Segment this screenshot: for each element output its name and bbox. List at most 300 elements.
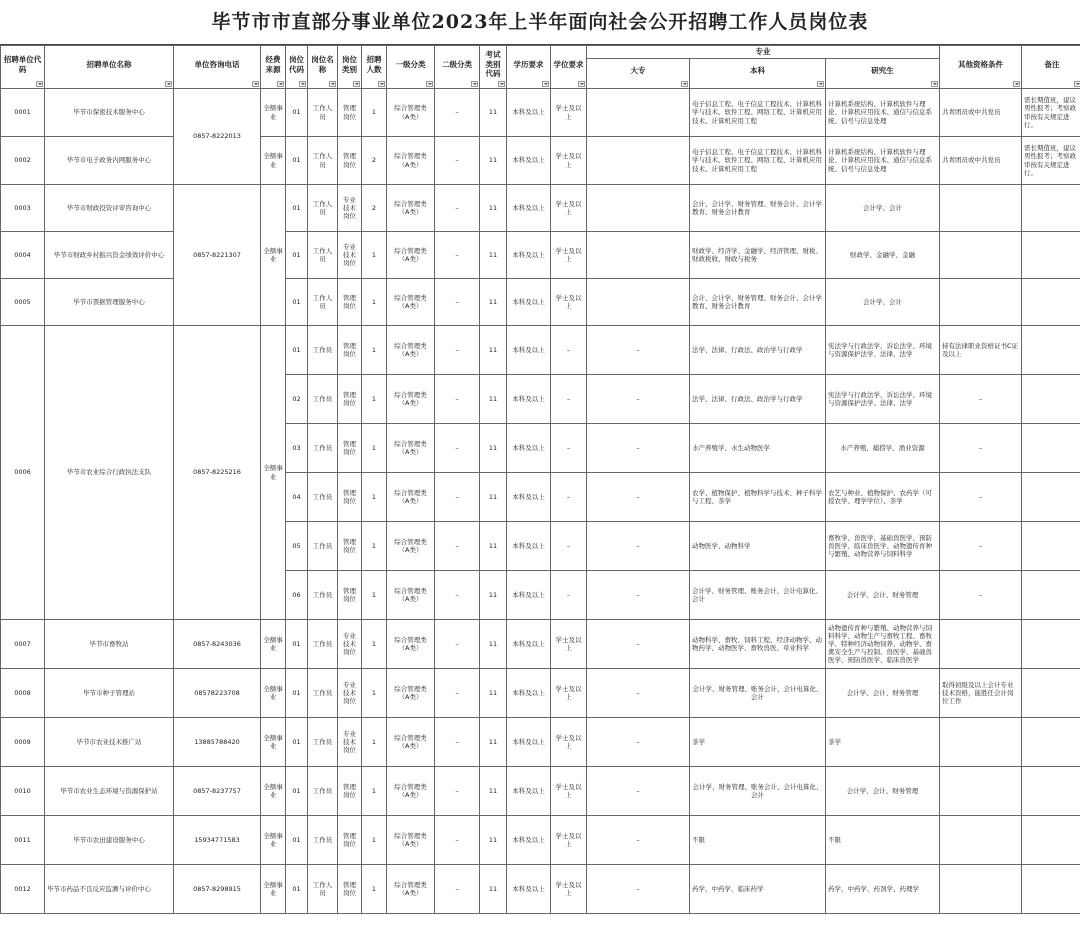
cell-cat1[interactable]: 综合管理类（A类）: [387, 865, 435, 914]
cell-count[interactable]: 1: [362, 375, 387, 424]
cell-cat1[interactable]: 综合管理类（A类）: [387, 473, 435, 522]
cell-major-yanjiu[interactable]: 会计学、会计、财务管理: [826, 571, 940, 620]
table-row[interactable]: [1, 232, 1080, 279]
cell-funding[interactable]: 全额事业: [261, 767, 286, 816]
cell-exam-code[interactable]: 11: [480, 473, 507, 522]
cell-remark[interactable]: [1022, 326, 1080, 375]
cell-major-dazhuan[interactable]: [587, 279, 690, 326]
cell-post-code[interactable]: 05: [286, 522, 308, 571]
cell-exam-code[interactable]: 11: [480, 279, 507, 326]
filter-dropdown-icon[interactable]: [426, 81, 433, 87]
cell-major-yanjiu[interactable]: 财政学、金融学、金融: [826, 232, 940, 279]
cell-post-code[interactable]: 01: [286, 232, 308, 279]
cell-post-code[interactable]: 01: [286, 185, 308, 232]
cell-post-type[interactable]: 专业技术岗位: [338, 669, 362, 718]
cell-other[interactable]: 共青团员或中共党员: [940, 137, 1022, 185]
table-row[interactable]: [1, 816, 1080, 865]
cell-other[interactable]: –: [940, 473, 1022, 522]
cell-post-name[interactable]: 工作员: [308, 620, 338, 669]
table-row[interactable]: [1, 279, 1080, 326]
cell-exam-code[interactable]: 11: [480, 424, 507, 473]
cell-cat1[interactable]: 综合管理类（A类）: [387, 137, 435, 185]
cell-major-dazhuan[interactable]: [587, 137, 690, 185]
cell-cat2[interactable]: –: [435, 816, 480, 865]
cell-post-type[interactable]: 管理岗位: [338, 279, 362, 326]
cell-remark[interactable]: [1022, 232, 1080, 279]
cell-major-benke[interactable]: 电子信息工程、电子信息工程技术、计算机科学与技术、软件工程、网络工程、计算机应用技术、计算机应用工程: [690, 137, 826, 185]
cell-major-yanjiu[interactable]: 宪法学与行政法学、诉讼法学、环境与资源保护法学、法律、法学: [826, 375, 940, 424]
cell-major-dazhuan[interactable]: –: [587, 375, 690, 424]
filter-dropdown-icon[interactable]: [1013, 81, 1020, 87]
cell-post-name[interactable]: 工作人员: [308, 232, 338, 279]
cell-phone[interactable]: 13885788420: [174, 718, 261, 767]
cell-major-benke[interactable]: 农学、植物保护、植物科学与技术、种子科学与工程、茶学: [690, 473, 826, 522]
cell-post-name[interactable]: 工作员: [308, 718, 338, 767]
cell-count[interactable]: 1: [362, 767, 387, 816]
cell-post-type[interactable]: 专业技术岗位: [338, 232, 362, 279]
cell-count[interactable]: 1: [362, 279, 387, 326]
header-major-dazhuan[interactable]: 大专: [587, 59, 690, 89]
cell-count[interactable]: 1: [362, 326, 387, 375]
cell-post-code[interactable]: 01: [286, 865, 308, 914]
cell-remark[interactable]: [1022, 865, 1080, 914]
cell-cat2[interactable]: –: [435, 571, 480, 620]
cell-edu[interactable]: 本科及以上: [507, 522, 551, 571]
cell-cat2[interactable]: –: [435, 865, 480, 914]
cell-other[interactable]: [940, 620, 1022, 669]
cell-degree[interactable]: 学士及以上: [551, 137, 587, 185]
cell-count[interactable]: 2: [362, 137, 387, 185]
cell-cat2[interactable]: –: [435, 424, 480, 473]
cell-cat2[interactable]: –: [435, 669, 480, 718]
header-post-type[interactable]: 岗位类别: [338, 46, 362, 89]
cell-exam-code[interactable]: 11: [480, 137, 507, 185]
cell-other[interactable]: –: [940, 571, 1022, 620]
cell-unit-code[interactable]: 0001: [1, 89, 45, 137]
cell-remark[interactable]: [1022, 767, 1080, 816]
cell-cat2[interactable]: –: [435, 89, 480, 137]
cell-cat1[interactable]: 综合管理类（A类）: [387, 718, 435, 767]
cell-major-benke[interactable]: 会计学、财务管理、账务会计、会计电算化、会计: [690, 571, 826, 620]
cell-major-benke[interactable]: 财政学、经济学、金融学、经济管理、财税、财政税收、财政与税务: [690, 232, 826, 279]
cell-major-benke[interactable]: 法学、法律、行政法、政治学与行政学: [690, 375, 826, 424]
cell-degree[interactable]: –: [551, 473, 587, 522]
cell-post-code[interactable]: 01: [286, 279, 308, 326]
cell-cat1[interactable]: 综合管理类（A类）: [387, 816, 435, 865]
cell-unit-name[interactable]: 毕节市药品不良反应监测与评价中心: [45, 865, 174, 914]
cell-degree[interactable]: 学士及以上: [551, 767, 587, 816]
cell-remark[interactable]: [1022, 620, 1080, 669]
cell-remark[interactable]: 需长期值班，建议男性报考；考察政审按有关规定进行。: [1022, 137, 1080, 185]
cell-count[interactable]: 1: [362, 571, 387, 620]
cell-post-code[interactable]: 03: [286, 424, 308, 473]
cell-exam-code[interactable]: 11: [480, 232, 507, 279]
cell-degree[interactable]: 学士及以上: [551, 185, 587, 232]
cell-other[interactable]: [940, 865, 1022, 914]
cell-post-type[interactable]: 管理岗位: [338, 767, 362, 816]
cell-funding[interactable]: 全额事业: [261, 669, 286, 718]
cell-edu[interactable]: 本科及以上: [507, 375, 551, 424]
cell-cat1[interactable]: 综合管理类（A类）: [387, 326, 435, 375]
cell-major-benke[interactable]: 会计、会计学、财务管理、财务会计、会计学教育、财务会计教育: [690, 279, 826, 326]
cell-remark[interactable]: [1022, 571, 1080, 620]
cell-cat2[interactable]: –: [435, 375, 480, 424]
cell-phone[interactable]: 15934771583: [174, 816, 261, 865]
cell-post-code[interactable]: 01: [286, 718, 308, 767]
cell-major-yanjiu[interactable]: 药学、中药学、药剂学、药理学: [826, 865, 940, 914]
cell-major-dazhuan[interactable]: –: [587, 571, 690, 620]
cell-post-name[interactable]: 工作员: [308, 571, 338, 620]
cell-edu[interactable]: 本科及以上: [507, 424, 551, 473]
cell-edu[interactable]: 本科及以上: [507, 473, 551, 522]
table-row[interactable]: [1, 89, 1080, 137]
header-unit-code[interactable]: 招聘单位代码: [1, 46, 45, 89]
filter-dropdown-icon[interactable]: [252, 81, 259, 87]
cell-major-benke[interactable]: 会计学、财务管理、账务会计、会计电算化、会计: [690, 669, 826, 718]
cell-post-code[interactable]: 01: [286, 767, 308, 816]
table-row[interactable]: [1, 767, 1080, 816]
cell-other[interactable]: –: [940, 375, 1022, 424]
cell-edu[interactable]: 本科及以上: [507, 137, 551, 185]
cell-funding[interactable]: 全额事业: [261, 816, 286, 865]
cell-other[interactable]: –: [940, 424, 1022, 473]
cell-cat2[interactable]: –: [435, 185, 480, 232]
cell-other[interactable]: 共青团员或中共党员: [940, 89, 1022, 137]
cell-cat1[interactable]: 综合管理类（A类）: [387, 232, 435, 279]
cell-major-yanjiu[interactable]: 不限: [826, 816, 940, 865]
cell-post-name[interactable]: 工作员: [308, 326, 338, 375]
cell-phone[interactable]: 0857-8298915: [174, 865, 261, 914]
cell-cat1[interactable]: 综合管理类（A类）: [387, 669, 435, 718]
cell-major-benke[interactable]: 会计、会计学、财务管理、财务会计、会计学教育、财务会计教育: [690, 185, 826, 232]
cell-post-code[interactable]: 01: [286, 326, 308, 375]
table-row[interactable]: [1, 326, 1080, 375]
cell-post-type[interactable]: 管理岗位: [338, 375, 362, 424]
cell-funding[interactable]: 全额事业: [261, 137, 286, 185]
cell-count[interactable]: 1: [362, 620, 387, 669]
cell-major-yanjiu[interactable]: 会计学、会计、财务管理: [826, 767, 940, 816]
cell-cat2[interactable]: –: [435, 326, 480, 375]
cell-phone[interactable]: 0857-8222013: [174, 89, 261, 185]
cell-major-dazhuan[interactable]: –: [587, 718, 690, 767]
filter-dropdown-icon[interactable]: [36, 81, 43, 87]
cell-major-yanjiu[interactable]: 畜牧学、兽医学、基础兽医学、预防兽医学、临床兽医学、动物遗传育种与繁殖、动物营养与饲料科学: [826, 522, 940, 571]
cell-major-benke[interactable]: 动物科学、畜牧、饲料工程、经济动物学、动物药学、动物医学、畜牧兽医、草业科学: [690, 620, 826, 669]
cell-remark[interactable]: [1022, 375, 1080, 424]
cell-phone[interactable]: 0857-8225216: [174, 326, 261, 620]
cell-other[interactable]: [940, 185, 1022, 232]
cell-funding[interactable]: 全额事业: [261, 326, 286, 620]
cell-exam-code[interactable]: 11: [480, 326, 507, 375]
cell-unit-name[interactable]: 毕节市种子管理站: [45, 669, 174, 718]
cell-major-dazhuan[interactable]: –: [587, 326, 690, 375]
filter-dropdown-icon[interactable]: [931, 81, 938, 87]
cell-count[interactable]: 1: [362, 669, 387, 718]
cell-unit-name[interactable]: 毕节市农业技术推广站: [45, 718, 174, 767]
cell-edu[interactable]: 本科及以上: [507, 620, 551, 669]
cell-major-dazhuan[interactable]: –: [587, 816, 690, 865]
cell-degree[interactable]: 学士及以上: [551, 620, 587, 669]
table-row[interactable]: [1, 185, 1080, 232]
cell-edu[interactable]: 本科及以上: [507, 232, 551, 279]
filter-dropdown-icon[interactable]: [353, 81, 360, 87]
cell-exam-code[interactable]: 11: [480, 718, 507, 767]
cell-edu[interactable]: 本科及以上: [507, 669, 551, 718]
cell-unit-code[interactable]: 0010: [1, 767, 45, 816]
header-cat2[interactable]: 二级分类: [435, 46, 480, 89]
cell-post-type[interactable]: 管理岗位: [338, 473, 362, 522]
cell-remark[interactable]: [1022, 718, 1080, 767]
cell-phone[interactable]: 08578223708: [174, 669, 261, 718]
cell-major-benke[interactable]: 法学、法律、行政法、政治学与行政学: [690, 326, 826, 375]
header-other[interactable]: 其他资格条件: [940, 46, 1022, 89]
cell-post-type[interactable]: 专业技术岗位: [338, 718, 362, 767]
cell-unit-name[interactable]: 毕节市农业综合行政执法支队: [45, 326, 174, 620]
cell-cat1[interactable]: 综合管理类（A类）: [387, 522, 435, 571]
cell-other[interactable]: [940, 767, 1022, 816]
cell-exam-code[interactable]: 11: [480, 522, 507, 571]
cell-edu[interactable]: 本科及以上: [507, 865, 551, 914]
cell-major-dazhuan[interactable]: –: [587, 473, 690, 522]
filter-dropdown-icon[interactable]: [471, 81, 478, 87]
cell-unit-code[interactable]: 0003: [1, 185, 45, 232]
cell-post-code[interactable]: 01: [286, 620, 308, 669]
cell-cat2[interactable]: –: [435, 718, 480, 767]
cell-exam-code[interactable]: 11: [480, 865, 507, 914]
cell-funding[interactable]: 全额事业: [261, 185, 286, 326]
cell-post-type[interactable]: 管理岗位: [338, 816, 362, 865]
cell-major-dazhuan[interactable]: –: [587, 424, 690, 473]
cell-major-yanjiu[interactable]: 会计学、会计: [826, 279, 940, 326]
filter-dropdown-icon[interactable]: [277, 81, 284, 87]
table-row[interactable]: [1, 669, 1080, 718]
table-row[interactable]: [1, 865, 1080, 914]
cell-post-name[interactable]: 工作人员: [308, 89, 338, 137]
cell-unit-code[interactable]: 0011: [1, 816, 45, 865]
cell-count[interactable]: 1: [362, 816, 387, 865]
cell-remark[interactable]: [1022, 473, 1080, 522]
header-exam-code[interactable]: 考试类别代码: [480, 46, 507, 89]
cell-major-yanjiu[interactable]: 宪法学与行政法学、诉讼法学、环境与资源保护法学、法律、法学: [826, 326, 940, 375]
cell-degree[interactable]: –: [551, 571, 587, 620]
cell-major-yanjiu[interactable]: 农艺与种业、植物保护、农药学（可授农学、理学学位）、茶学: [826, 473, 940, 522]
cell-post-name[interactable]: 工作人员: [308, 865, 338, 914]
cell-edu[interactable]: 本科及以上: [507, 326, 551, 375]
filter-dropdown-icon[interactable]: [1074, 81, 1080, 87]
cell-post-type[interactable]: 管理岗位: [338, 424, 362, 473]
cell-major-dazhuan[interactable]: [587, 89, 690, 137]
cell-unit-name[interactable]: 毕节市电子政务内网服务中心: [45, 137, 174, 185]
cell-cat1[interactable]: 综合管理类（A类）: [387, 767, 435, 816]
cell-cat2[interactable]: –: [435, 767, 480, 816]
cell-funding[interactable]: 全额事业: [261, 865, 286, 914]
cell-exam-code[interactable]: 11: [480, 669, 507, 718]
cell-major-yanjiu[interactable]: 会计学、会计: [826, 185, 940, 232]
cell-remark[interactable]: 需长期值班，建议男性报考；考察政审按有关规定进行。: [1022, 89, 1080, 137]
cell-major-benke[interactable]: 水产养殖学、水生动物医学: [690, 424, 826, 473]
cell-edu[interactable]: 本科及以上: [507, 816, 551, 865]
cell-post-code[interactable]: 01: [286, 669, 308, 718]
cell-cat2[interactable]: –: [435, 473, 480, 522]
cell-unit-name[interactable]: 毕节市农业生态环境与资源保护站: [45, 767, 174, 816]
filter-dropdown-icon[interactable]: [299, 81, 306, 87]
cell-phone[interactable]: 0857-8221307: [174, 185, 261, 326]
header-count[interactable]: 招聘人数: [362, 46, 387, 89]
cell-major-dazhuan[interactable]: –: [587, 767, 690, 816]
cell-post-code[interactable]: 02: [286, 375, 308, 424]
cell-post-code[interactable]: 01: [286, 816, 308, 865]
cell-post-name[interactable]: 工作员: [308, 816, 338, 865]
header-post-name[interactable]: 岗位名称: [308, 46, 338, 89]
header-cat1[interactable]: 一级分类: [387, 46, 435, 89]
header-degree[interactable]: 学位要求: [551, 46, 587, 89]
cell-cat1[interactable]: 综合管理类（A类）: [387, 185, 435, 232]
cell-cat2[interactable]: –: [435, 232, 480, 279]
cell-other[interactable]: [940, 816, 1022, 865]
cell-major-dazhuan[interactable]: –: [587, 620, 690, 669]
cell-unit-code[interactable]: 0005: [1, 279, 45, 326]
cell-other[interactable]: [940, 232, 1022, 279]
filter-dropdown-icon[interactable]: [329, 81, 336, 87]
cell-major-yanjiu[interactable]: 茶学: [826, 718, 940, 767]
cell-post-name[interactable]: 工作员: [308, 473, 338, 522]
cell-cat1[interactable]: 综合管理类（A类）: [387, 620, 435, 669]
cell-post-name[interactable]: 工作人员: [308, 279, 338, 326]
cell-post-type[interactable]: 管理岗位: [338, 137, 362, 185]
cell-degree[interactable]: 学士及以上: [551, 816, 587, 865]
cell-other[interactable]: 取得初级及以上会计专业技术资格，能胜任会计岗位工作: [940, 669, 1022, 718]
cell-degree[interactable]: 学士及以上: [551, 89, 587, 137]
cell-major-yanjiu[interactable]: 水产养殖、捕捞学、渔业资源: [826, 424, 940, 473]
cell-remark[interactable]: [1022, 424, 1080, 473]
header-major-benke[interactable]: 本科: [690, 59, 826, 89]
header-unit-name[interactable]: 招聘单位名称: [45, 46, 174, 89]
cell-unit-code[interactable]: 0008: [1, 669, 45, 718]
cell-cat1[interactable]: 综合管理类（A类）: [387, 279, 435, 326]
cell-major-benke[interactable]: 动物医学、动物科学: [690, 522, 826, 571]
cell-other[interactable]: 持有法律职业资格证书C证及以上: [940, 326, 1022, 375]
cell-funding[interactable]: 全额事业: [261, 620, 286, 669]
cell-edu[interactable]: 本科及以上: [507, 718, 551, 767]
cell-degree[interactable]: 学士及以上: [551, 669, 587, 718]
header-funding[interactable]: 经费来源: [261, 46, 286, 89]
cell-cat1[interactable]: 综合管理类（A类）: [387, 571, 435, 620]
filter-dropdown-icon[interactable]: [578, 81, 585, 87]
cell-phone[interactable]: 0857-8243036: [174, 620, 261, 669]
cell-post-name[interactable]: 工作员: [308, 669, 338, 718]
cell-degree[interactable]: –: [551, 375, 587, 424]
cell-post-type[interactable]: 管理岗位: [338, 89, 362, 137]
cell-exam-code[interactable]: 11: [480, 767, 507, 816]
cell-cat1[interactable]: 综合管理类（A类）: [387, 424, 435, 473]
cell-exam-code[interactable]: 11: [480, 620, 507, 669]
filter-dropdown-icon[interactable]: [817, 81, 824, 87]
cell-post-type[interactable]: 管理岗位: [338, 571, 362, 620]
header-remark[interactable]: 备注: [1022, 46, 1080, 89]
cell-major-yanjiu[interactable]: 会计学、会计、财务管理: [826, 669, 940, 718]
cell-remark[interactable]: [1022, 669, 1080, 718]
cell-post-name[interactable]: 工作员: [308, 375, 338, 424]
cell-post-code[interactable]: 06: [286, 571, 308, 620]
header-phone[interactable]: 单位咨询电话: [174, 46, 261, 89]
cell-unit-name[interactable]: 毕节市畜牧站: [45, 620, 174, 669]
cell-unit-code[interactable]: 0012: [1, 865, 45, 914]
cell-funding[interactable]: 全额事业: [261, 718, 286, 767]
cell-post-type[interactable]: 管理岗位: [338, 522, 362, 571]
cell-cat1[interactable]: 综合管理类（A类）: [387, 89, 435, 137]
filter-dropdown-icon[interactable]: [542, 81, 549, 87]
cell-major-dazhuan[interactable]: [587, 185, 690, 232]
cell-major-benke[interactable]: 茶学: [690, 718, 826, 767]
cell-post-code[interactable]: 01: [286, 137, 308, 185]
cell-post-type[interactable]: 管理岗位: [338, 865, 362, 914]
cell-remark[interactable]: [1022, 522, 1080, 571]
header-major-yanjiu[interactable]: 研究生: [826, 59, 940, 89]
cell-other[interactable]: [940, 279, 1022, 326]
cell-degree[interactable]: 学士及以上: [551, 232, 587, 279]
cell-count[interactable]: 1: [362, 865, 387, 914]
cell-post-code[interactable]: 04: [286, 473, 308, 522]
table-row[interactable]: [1, 620, 1080, 669]
cell-unit-name[interactable]: 毕节市财政投资评审咨询中心: [45, 185, 174, 232]
cell-count[interactable]: 1: [362, 424, 387, 473]
cell-phone[interactable]: 0857-8237757: [174, 767, 261, 816]
cell-major-benke[interactable]: 电子信息工程、电子信息工程技术、计算机科学与技术、软件工程、网络工程、计算机应用技术、计算机应用工程: [690, 89, 826, 137]
cell-cat2[interactable]: –: [435, 137, 480, 185]
cell-degree[interactable]: –: [551, 424, 587, 473]
cell-degree[interactable]: –: [551, 326, 587, 375]
cell-other[interactable]: –: [940, 522, 1022, 571]
header-edu[interactable]: 学历要求: [507, 46, 551, 89]
cell-post-type[interactable]: 管理岗位: [338, 326, 362, 375]
cell-major-dazhuan[interactable]: [587, 232, 690, 279]
cell-remark[interactable]: [1022, 279, 1080, 326]
cell-unit-code[interactable]: 0006: [1, 326, 45, 620]
cell-major-benke[interactable]: 药学、中药学、临床药学: [690, 865, 826, 914]
cell-count[interactable]: 1: [362, 718, 387, 767]
cell-edu[interactable]: 本科及以上: [507, 89, 551, 137]
cell-unit-code[interactable]: 0004: [1, 232, 45, 279]
filter-dropdown-icon[interactable]: [681, 81, 688, 87]
filter-dropdown-icon[interactable]: [378, 81, 385, 87]
cell-post-type[interactable]: 专业技术岗位: [338, 620, 362, 669]
cell-post-name[interactable]: 工作员: [308, 522, 338, 571]
cell-edu[interactable]: 本科及以上: [507, 185, 551, 232]
cell-edu[interactable]: 本科及以上: [507, 279, 551, 326]
cell-post-type[interactable]: 专业技术岗位: [338, 185, 362, 232]
cell-post-name[interactable]: 工作人员: [308, 137, 338, 185]
cell-degree[interactable]: 学士及以上: [551, 279, 587, 326]
cell-exam-code[interactable]: 11: [480, 816, 507, 865]
cell-major-yanjiu[interactable]: 计算机系统结构、计算机软件与理论、计算机应用技术、通信与信息系统、信号与信息处理: [826, 89, 940, 137]
cell-unit-name[interactable]: 毕节市保密技术服务中心: [45, 89, 174, 137]
cell-unit-code[interactable]: 0009: [1, 718, 45, 767]
cell-exam-code[interactable]: 11: [480, 571, 507, 620]
cell-count[interactable]: 1: [362, 473, 387, 522]
cell-cat2[interactable]: –: [435, 522, 480, 571]
cell-major-dazhuan[interactable]: –: [587, 522, 690, 571]
cell-post-code[interactable]: 01: [286, 89, 308, 137]
table-row[interactable]: [1, 137, 1080, 185]
cell-unit-code[interactable]: 0002: [1, 137, 45, 185]
filter-dropdown-icon[interactable]: [498, 81, 505, 87]
cell-major-benke[interactable]: 不限: [690, 816, 826, 865]
cell-count[interactable]: 1: [362, 89, 387, 137]
table-row[interactable]: [1, 718, 1080, 767]
cell-cat1[interactable]: 综合管理类（A类）: [387, 375, 435, 424]
cell-major-yanjiu[interactable]: 计算机系统结构、计算机软件与理论、计算机应用技术、通信与信息系统、信号与信息处理: [826, 137, 940, 185]
cell-count[interactable]: 1: [362, 522, 387, 571]
